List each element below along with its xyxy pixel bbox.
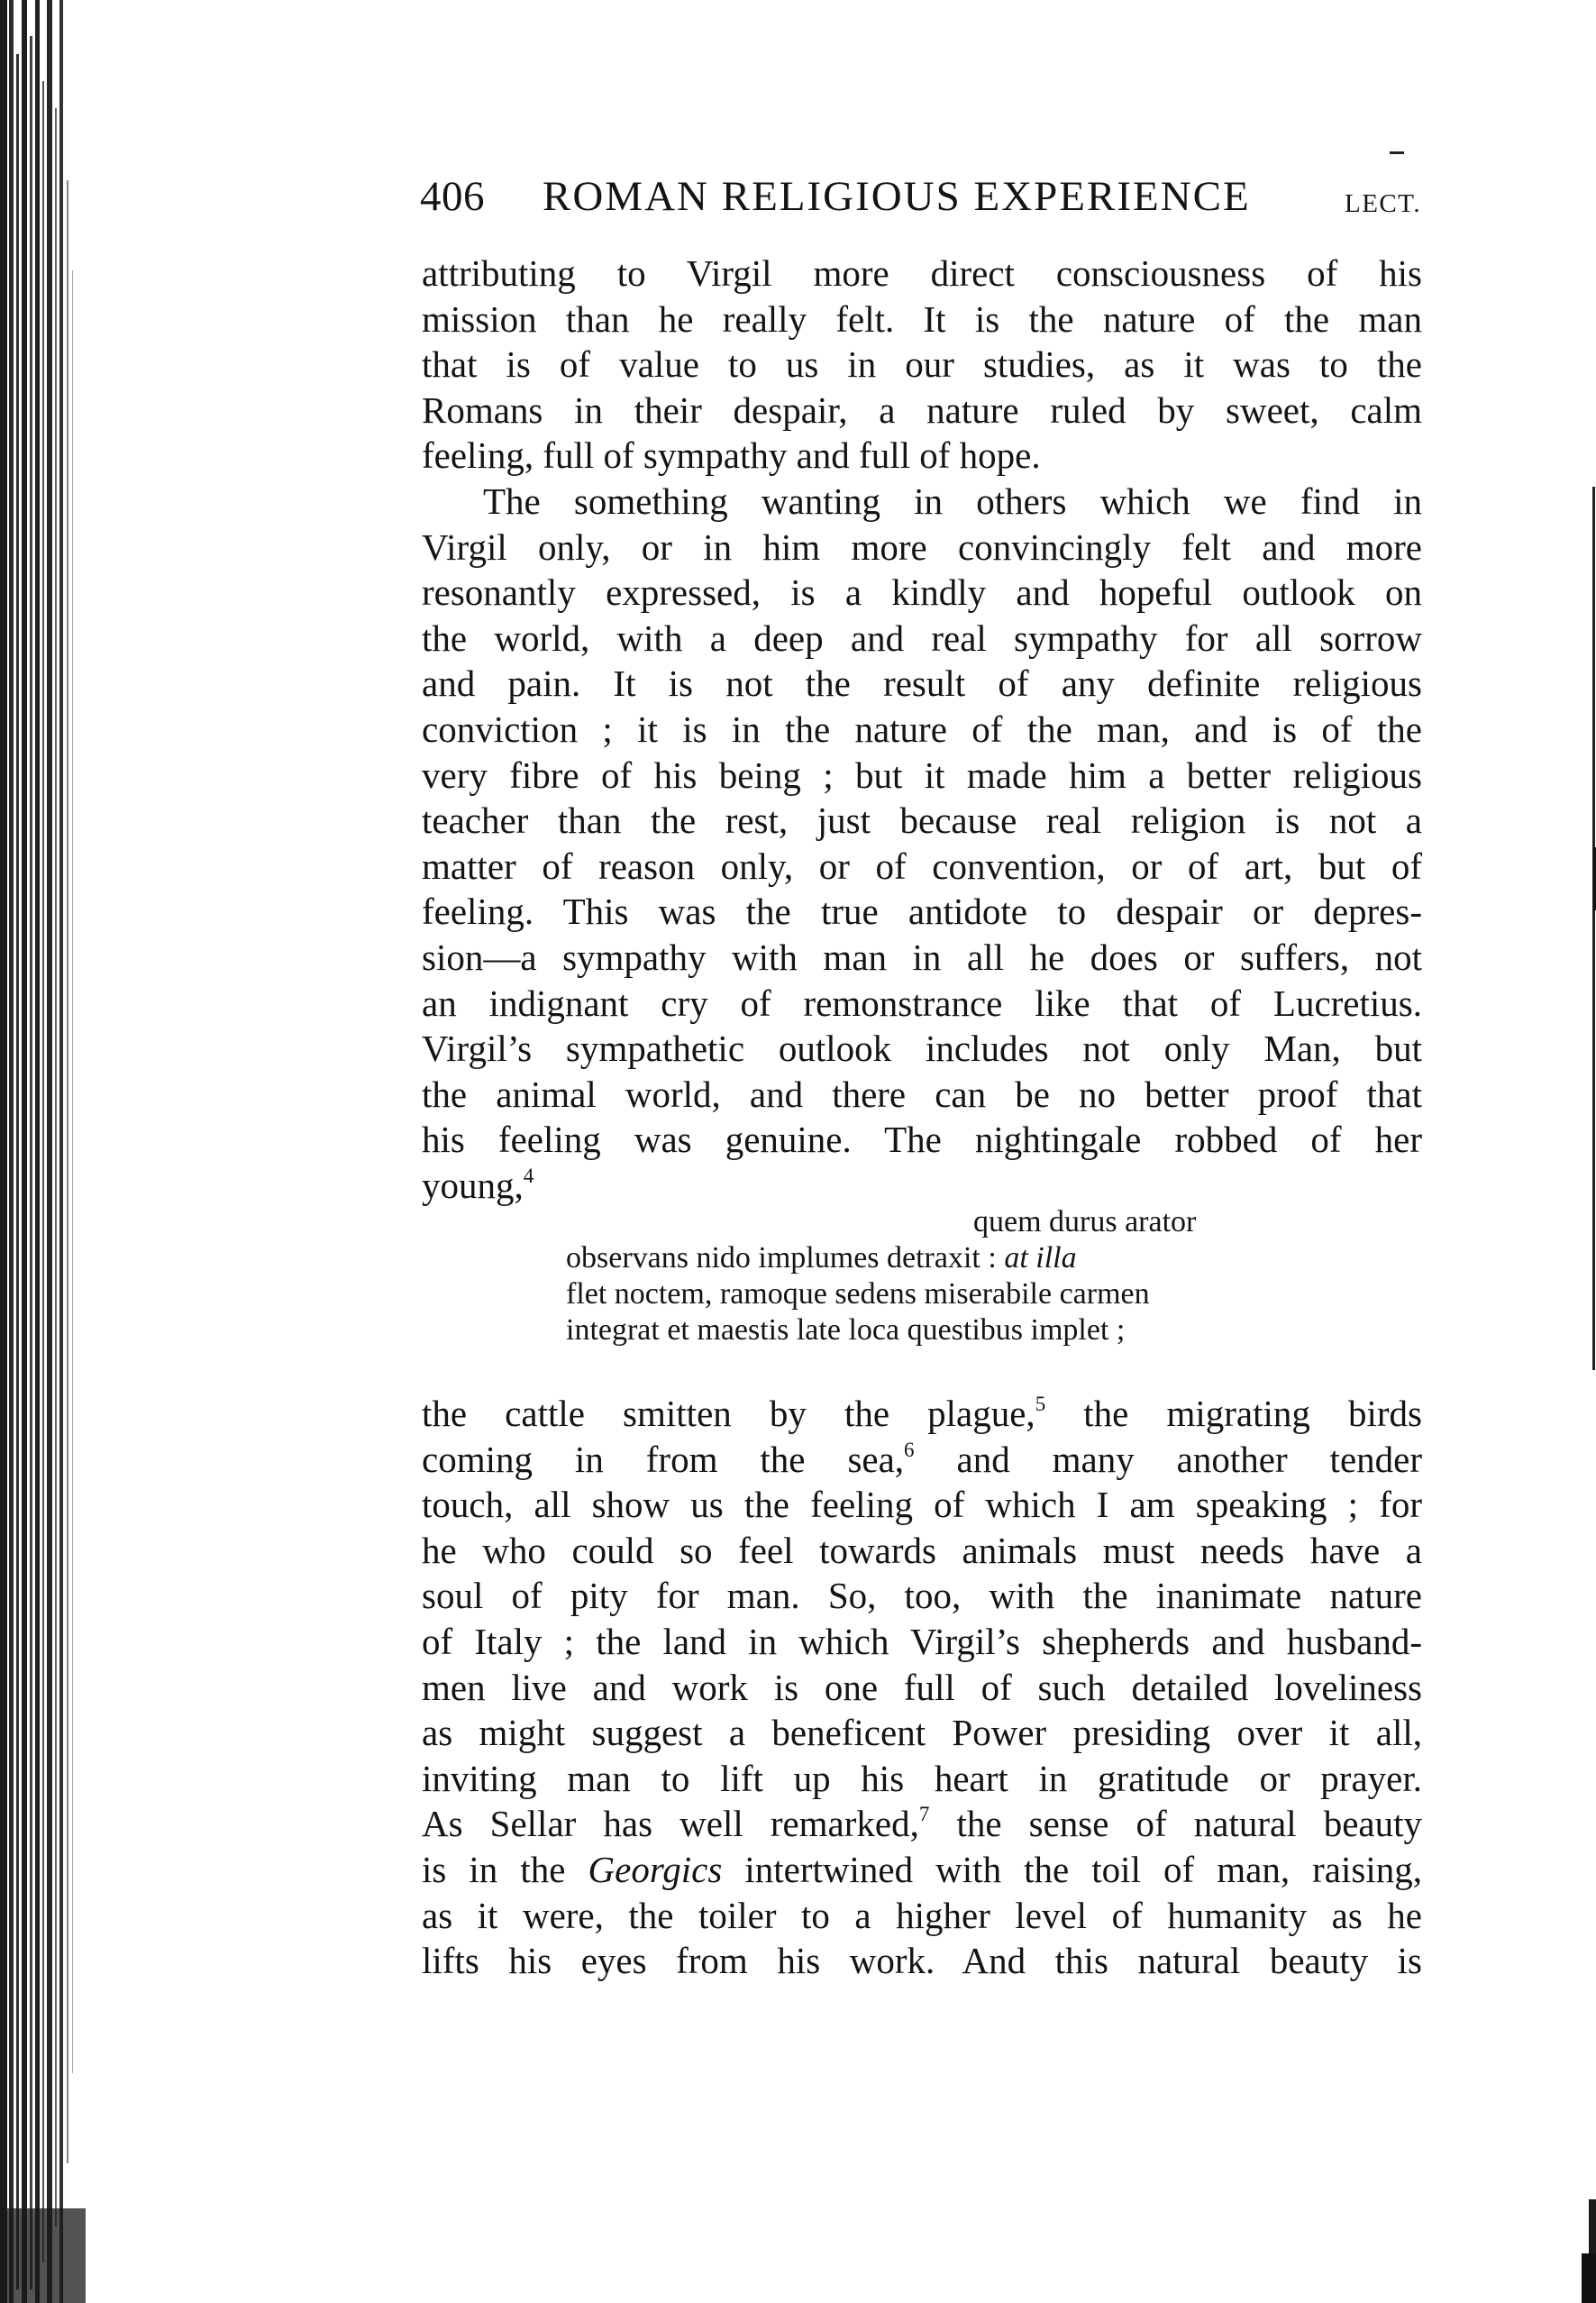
verse-quotation	[566, 1204, 1269, 1348]
verse-line	[566, 1240, 1269, 1276]
text-line: soul of pity for man. So, too, with the inanimate nature	[422, 1575, 1422, 1617]
body-text-upper	[422, 251, 1422, 1208]
text-fragment: the migrating birds	[1045, 1393, 1422, 1434]
text-line: Virgil only, or in him more convincingly felt and more	[422, 525, 1422, 568]
verse-fragment: observans nido implumes detraxit :	[566, 1241, 997, 1275]
text-line: an indignant cry of remonstrance like that of Lucretius.	[422, 982, 1422, 1024]
lecture-label: LECT.	[1345, 189, 1422, 218]
text-line: resonantly expressed, is a kindly and hopeful outlook on	[422, 571, 1422, 614]
text-line: Virgil’s sympathetic outlook includes not only Man, but	[422, 1028, 1422, 1070]
text-line: and pain. It is not the result of any definite religious	[422, 663, 1422, 705]
text-line: he who could so feel towards animals must needs have a	[422, 1529, 1422, 1571]
text-line: matter of reason only, or of convention, or of art, but of	[422, 845, 1422, 887]
text-line: Romans in their despair, a nature ruled by sweet, calm	[422, 388, 1422, 431]
text-fragment: As Sellar has well remarked,	[422, 1803, 919, 1845]
text-line	[422, 1847, 1422, 1893]
text-line: The something wanting in others which we find in	[483, 480, 1422, 522]
footnote-ref: 6	[904, 1438, 915, 1461]
text-line: as might suggest a beneficent Power presiding over it all,	[422, 1712, 1422, 1754]
text-line: mission than he really felt. It is the nature of the man	[422, 297, 1422, 340]
text-line: of Italy ; the land in which Virgil’s shepherds and husband-	[422, 1620, 1422, 1662]
text-line	[422, 1391, 1422, 1437]
text-line: men live and work is one full of such detailed loveliness	[422, 1666, 1422, 1708]
printer-mark	[1390, 151, 1404, 154]
running-head	[420, 169, 1429, 224]
text-fragment: the cattle smitten by the plague,	[422, 1393, 1035, 1434]
body-text-lower	[422, 1391, 1422, 1984]
text-line: inviting man to lift up his heart in gratitude or prayer.	[422, 1757, 1422, 1799]
page-binding-edge	[0, 0, 90, 2303]
text-line: lifts his eyes from his work. And this natural beauty is	[422, 1940, 1422, 1982]
footnote-ref: 7	[918, 1803, 930, 1826]
text-line: touch, all show us the feeling of which I am speaking ; for	[422, 1484, 1422, 1526]
text-line: conviction ; it is in the nature of the man, and is of the	[422, 708, 1422, 750]
running-title: ROMAN RELIGIOUS EXPERIENCE	[543, 173, 1251, 220]
text-line	[422, 1163, 1422, 1209]
text-line: sion—a sympathy with man in all he does or suffers, not	[422, 936, 1422, 978]
verse-italic: at illa	[1004, 1241, 1077, 1275]
text-fragment: the sense of natural beauty	[929, 1803, 1422, 1845]
text-line: that is of value to us in our studies, as it was to the	[422, 343, 1422, 386]
footnote-ref: 5	[1035, 1393, 1046, 1415]
text-line: feeling, full of sympathy and full of hope.	[422, 434, 1041, 477]
text-line: very fibre of his being ; but it made him a better religious	[422, 754, 1422, 796]
text-fragment: is in the	[422, 1848, 588, 1890]
footnote-ref: 4	[523, 1164, 534, 1187]
verse-line: flet noctem, ramoque sedens miserabile carmen	[566, 1277, 1150, 1311]
verse-line: integrat et maestis late loca questibus implet ;	[566, 1313, 1126, 1347]
text-line: feeling. This was the true antidote to despair or depres-	[422, 891, 1422, 933]
text-fragment: intertwined with the toil of man, raising,	[722, 1848, 1422, 1890]
text-line: the world, with a deep and real sympathy for all sorrow	[422, 617, 1422, 659]
text-fragment: and many another tender	[914, 1438, 1422, 1480]
text-line	[422, 1801, 1422, 1847]
verse-line: quem durus arator	[973, 1205, 1197, 1238]
page-right-edge	[1564, 0, 1596, 2303]
text-fragment: young,	[422, 1164, 524, 1206]
text-line: teacher than the rest, just because real religion is not a	[422, 800, 1422, 842]
text-line: as it were, the toiler to a higher level of humanity as he	[422, 1894, 1422, 1936]
text-line: attributing to Virgil more direct consciousness of his	[422, 252, 1422, 294]
text-fragment: coming in from the sea,	[422, 1438, 905, 1480]
italic-title: Georgics	[588, 1848, 723, 1890]
text-line: his feeling was genuine. The nightingale robbed of her	[422, 1119, 1422, 1161]
text-line	[422, 1437, 1422, 1483]
page-number: 406	[420, 173, 485, 220]
text-line: the animal world, and there can be no better proof that	[422, 1073, 1422, 1115]
